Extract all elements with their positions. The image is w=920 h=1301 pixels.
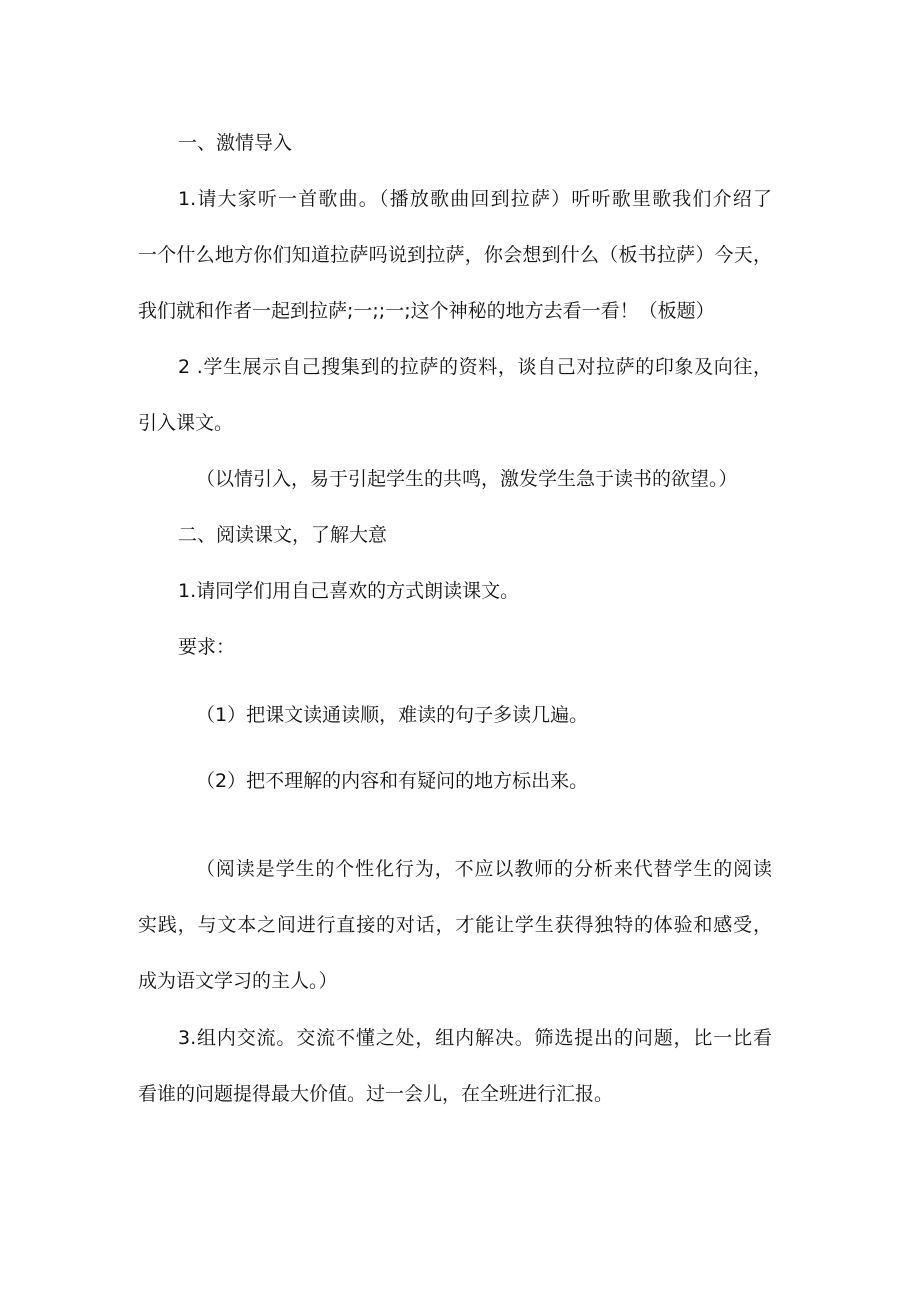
note2-line3: 成为语文学习的主人。）	[138, 970, 338, 992]
item1-line2: 一个什么地方你们知道拉萨吗说到拉萨，你会想到什么（板书拉萨）今天，	[138, 244, 772, 266]
step3-line2: 看谁的问题提得最大价值。过一会儿，在全班进行汇报。	[138, 1083, 614, 1105]
item1-line1: 1.请大家听一首歌曲。（播放歌曲回到拉萨）听听歌里歌我们介绍了	[178, 188, 772, 210]
step3-line1: 3.组内交流。交流不懂之处，组内解决。筛选提出的问题，比一比看	[178, 1027, 772, 1049]
requirement-1: （1）把课文读通读顺，难读的句子多读几遍。	[196, 704, 589, 726]
item2-line1: 2 .学生展示自己搜集到的拉萨的资料，谈自己对拉萨的印象及向往，	[178, 356, 772, 378]
section2-heading: 二、阅读课文，了解大意	[178, 524, 388, 546]
note2-line2: 实践，与文本之间进行直接的对话，才能让学生获得独特的体验和感受，	[138, 914, 772, 936]
requirements-label: 要求：	[178, 636, 236, 658]
item1-line3: 我们就和作者一起到拉萨;一;;一;这个神秘的地方去看一看！（板题）	[138, 300, 715, 322]
section1-heading: 一、激情导入	[178, 132, 293, 154]
step1: 1.请同学们用自己喜欢的方式朗读课文。	[178, 580, 520, 602]
item2-line2: 引入课文。	[138, 412, 234, 434]
note2-line1: （阅读是学生的个性化行为，不应以教师的分析来代替学生的阅读	[196, 858, 772, 880]
requirement-2: （2）把不理解的内容和有疑问的地方标出来。	[196, 770, 589, 792]
note1: （以情引入，易于引起学生的共鸣，激发学生急于读书的欲望。）	[196, 468, 738, 490]
